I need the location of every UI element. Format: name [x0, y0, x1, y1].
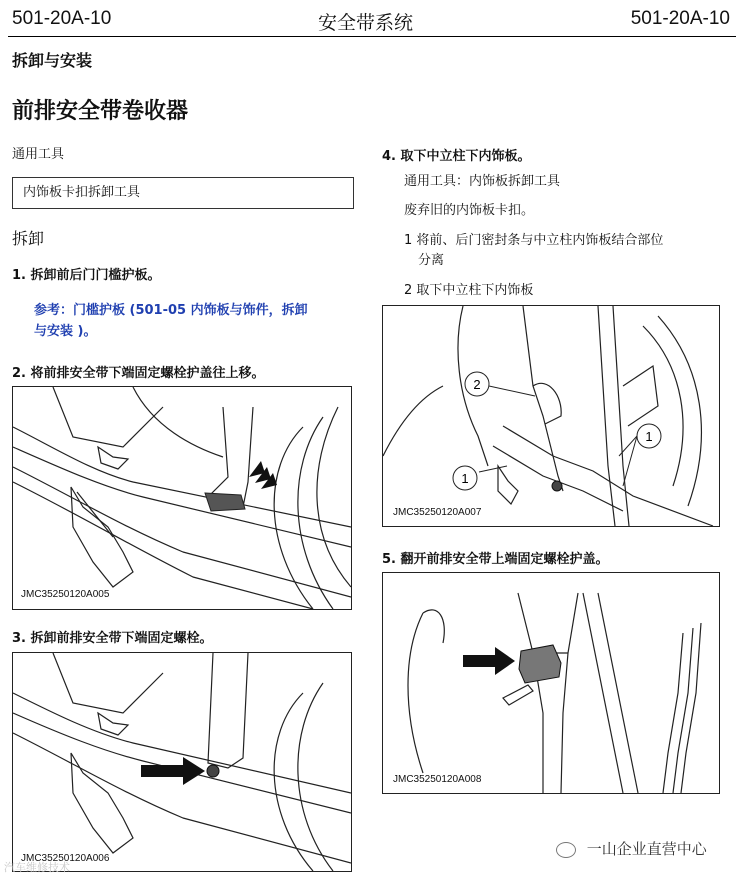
- figure-a007: [382, 305, 720, 527]
- figure-a006-illustration: [13, 653, 351, 871]
- bolt-shape: [207, 765, 219, 777]
- step-4: [382, 145, 531, 164]
- step-5: [382, 548, 609, 567]
- step-4-sub1-line1: 1 将前、后门密封条与中立柱内饰板结合部位: [404, 233, 664, 248]
- step-4-discard: 废弃旧的内饰板卡扣。: [404, 203, 535, 218]
- header-right-code: 501-20A-10: [630, 8, 730, 29]
- chat-icon: [556, 842, 576, 858]
- step-4-number: 4.: [382, 149, 396, 164]
- step-1-text: 拆卸前后门门槛护板。: [30, 268, 161, 283]
- callout-2: [465, 372, 489, 396]
- reference-line-2: 与安装 )。: [34, 324, 97, 339]
- header-center-title: 安全带系统: [318, 13, 414, 34]
- figure-a006: [12, 652, 352, 872]
- step-1: [12, 264, 161, 283]
- reference-link[interactable]: [34, 300, 308, 342]
- callout-2-label: 2: [473, 377, 481, 392]
- section-heading: 拆卸与安装: [12, 51, 93, 70]
- step-4-tool: 通用工具：内饰板拆卸工具: [404, 174, 561, 189]
- step-4-sub1-line2: 分离: [418, 253, 445, 268]
- tools-box: [12, 177, 354, 209]
- callout-1b-label: 1: [645, 429, 653, 444]
- watermark-left: 汽车维修技术: [4, 861, 70, 874]
- figure-a005-illustration: [13, 387, 351, 609]
- step-2-number: 2.: [12, 366, 26, 381]
- arrow-icon: [141, 757, 205, 785]
- figure-a007-illustration: [383, 306, 719, 526]
- step-5-text: 翻开前排安全带上端固定螺栓护盖。: [400, 552, 609, 567]
- figure-a008-caption: JMC35250120A008: [393, 774, 482, 785]
- figure-a006-caption: JMC35250120A006: [21, 853, 110, 864]
- step-3-text: 拆卸前排安全带下端固定螺栓。: [30, 631, 213, 646]
- callout-1b: [637, 424, 661, 448]
- figure-a005: [12, 386, 352, 610]
- tools-item: 内饰板卡扣拆卸工具: [23, 185, 141, 200]
- step-2: [12, 362, 265, 381]
- removal-heading: 拆卸: [12, 229, 45, 248]
- step-1-number: 1.: [12, 268, 26, 283]
- step-5-number: 5.: [382, 552, 396, 567]
- step-4-sub1: [404, 231, 663, 271]
- arrow-icon: [463, 647, 515, 675]
- step-4-text: 取下中立柱下内饰板。: [400, 149, 531, 164]
- figure-a005-caption: JMC35250120A005: [21, 589, 110, 600]
- bolt-cover-shape: [519, 645, 561, 683]
- callout-1a: [453, 466, 477, 490]
- step-4-sub2: 2 取下中立柱下内饰板: [404, 283, 534, 298]
- step-3: [12, 627, 213, 646]
- figure-a008: [382, 572, 720, 794]
- watermark-right: [556, 838, 707, 859]
- callout-1a-label: 1: [461, 471, 469, 486]
- reference-line-1: 参考：门槛护板 (501-05 内饰板与饰件，拆卸: [34, 303, 308, 318]
- bolt-cover-shape: [205, 493, 245, 511]
- tools-label: 通用工具: [12, 147, 65, 162]
- figure-a008-illustration: [383, 573, 719, 793]
- bolt-shape: [552, 481, 562, 491]
- header-rule: [8, 36, 736, 37]
- figure-a007-caption: JMC35250120A007: [393, 507, 482, 518]
- watermark-right-text: 一山企业直营中心: [586, 840, 707, 858]
- step-2-text: 将前排安全带下端固定螺栓护盖往上移。: [30, 366, 265, 381]
- page-title: 前排安全带卷收器: [12, 99, 189, 124]
- step-3-number: 3.: [12, 631, 26, 646]
- header-left-code: 501-20A-10: [12, 8, 112, 29]
